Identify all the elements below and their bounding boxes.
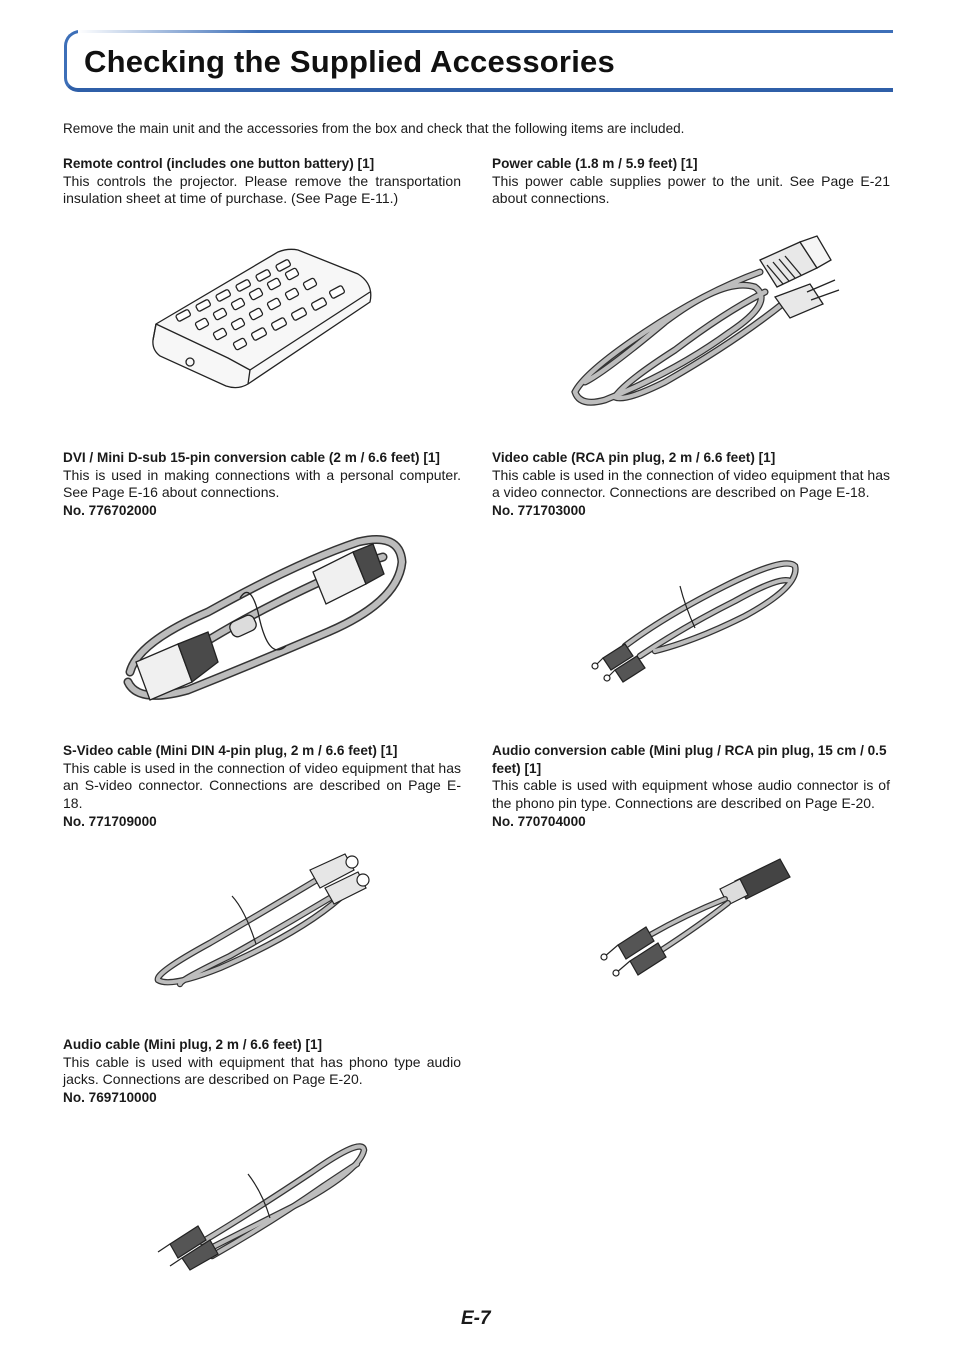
item-heading: S-Video cable (Mini DIN 4-pin plug, 2 m / 6.6 feet) [1]	[63, 743, 398, 758]
audio-cable-icon	[152, 1132, 368, 1272]
accessory-audio-conversion-cable	[492, 742, 890, 831]
item-heading: Audio conversion cable (Mini plug / RCA pin plug, 15 cm / 0.5 feet) [1]	[492, 743, 887, 776]
item-heading: Remote control (includes one button battery) [1]	[63, 156, 375, 171]
power-cable-icon	[555, 232, 845, 412]
page-title: Checking the Supplied Accessories	[84, 44, 615, 79]
item-part-number: No. 771709000	[63, 813, 157, 829]
accessory-remote-control	[63, 155, 461, 208]
video-cable-icon	[585, 546, 801, 688]
item-description: This cable is used in the connection of video equipment that has a video connector. Connections are described on Page E-18.	[492, 466, 890, 501]
item-description: This cable is used in the connection of video equipment that has an S-video connector. Connections are described on Page E-18.	[63, 759, 461, 812]
accessory-power-cable	[492, 155, 890, 208]
item-description: This cable is used with equipment that has phono type audio jacks. Connections are described on Page E-20.	[63, 1053, 461, 1088]
item-description: This is used in making connections with a personal computer. See Page E-16 about connections.	[63, 466, 461, 501]
intro-text: Remove the main unit and the accessories from the box and check that the following items are included.	[63, 121, 685, 136]
title-frame-fade	[78, 27, 258, 36]
accessory-audio-cable	[63, 1036, 461, 1107]
item-description: This cable is used with equipment whose audio connector is of the phono pin type. Connections are described on Page E-20.	[492, 777, 890, 812]
item-heading: Power cable (1.8 m / 5.9 feet) [1]	[492, 156, 698, 171]
accessory-video-cable	[492, 449, 890, 520]
item-description: This controls the projector. Please remove the transportation insulation sheet at time of purchase. (See Page E-11.)	[63, 172, 461, 207]
s-video-cable-icon	[150, 848, 374, 990]
remote-control-icon	[148, 244, 378, 394]
accessory-dvi-cable	[63, 449, 461, 520]
dvi-cable-icon	[118, 522, 410, 708]
item-part-number: No. 769710000	[63, 1090, 157, 1106]
audio-conversion-cable-icon	[590, 855, 796, 985]
item-heading: Audio cable (Mini plug, 2 m / 6.6 feet) [1]	[63, 1037, 323, 1052]
accessory-s-video-cable	[63, 742, 461, 831]
item-part-number: No. 770704000	[492, 813, 586, 829]
page-number: E-7	[461, 1308, 491, 1329]
item-part-number: No. 776702000	[63, 503, 157, 519]
item-heading: Video cable (RCA pin plug, 2 m / 6.6 feet) [1]	[492, 450, 776, 465]
item-part-number: No. 771703000	[492, 503, 586, 519]
item-heading: DVI / Mini D-sub 15-pin conversion cable (2 m / 6.6 feet) [1]	[63, 450, 440, 465]
item-description: This power cable supplies power to the unit. See Page E-21 about connections.	[492, 172, 890, 207]
